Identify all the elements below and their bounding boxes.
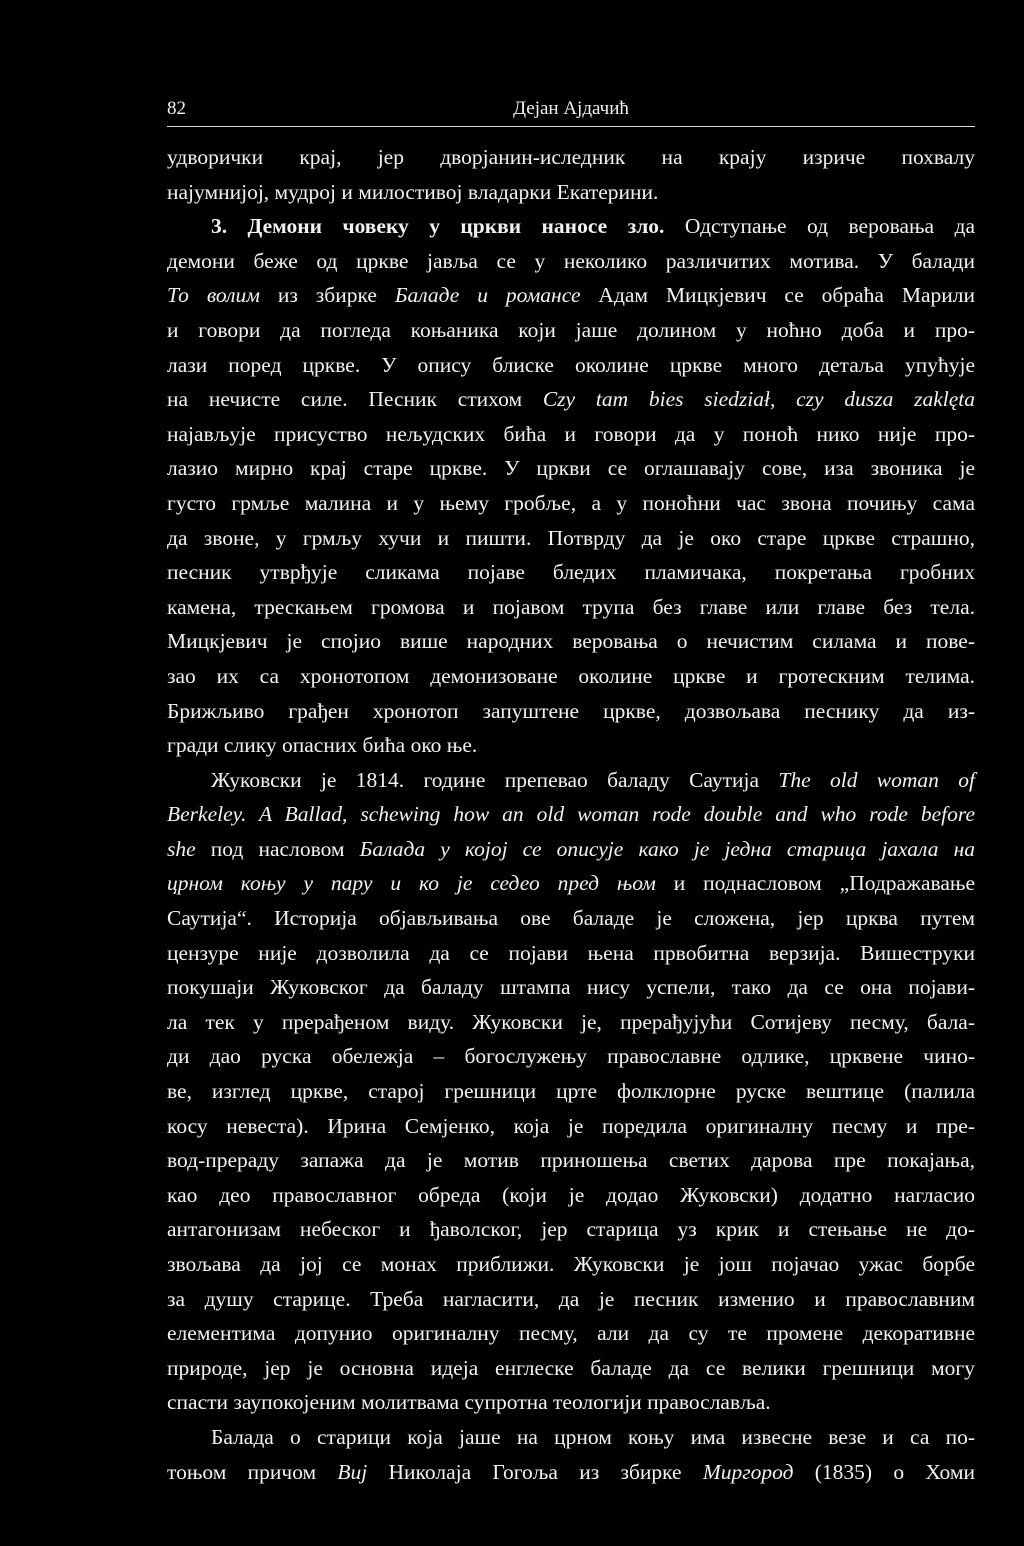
- text-line: [167, 1039, 975, 1074]
- page-header: [167, 96, 975, 127]
- text-line: [167, 1316, 975, 1351]
- text-segment: под насловом: [195, 836, 360, 861]
- text-line: [167, 590, 975, 625]
- text-line: [167, 1282, 975, 1317]
- text-line: [167, 1074, 975, 1109]
- text-segment: Одступање од веровања да: [664, 214, 975, 239]
- text-segment: звољава да јој се монах приближи. Жуковски је још појачао ужас борбе: [167, 1252, 975, 1276]
- text-segment: природе, јер је основна идеја енглеске баладе да се велики грешници могу: [167, 1355, 975, 1380]
- text-segment: као део православног обреда (који је додао Жуковски) додатно нагласио: [167, 1182, 975, 1207]
- text-segment: лази поред цркве. У опису блиске околине цркве много детаља упућује: [167, 352, 975, 377]
- text-segment: зао их са хронотопом демонизоване околине цркве и гротескним телима.: [167, 663, 975, 688]
- text-line: [167, 832, 975, 867]
- body-text: [167, 140, 975, 1489]
- italic-text: Berkeley. A Ballad, schewing how an old woman rode double and who rode before: [167, 802, 975, 827]
- text-line: [167, 1178, 975, 1213]
- text-segment: за душу старице. Треба нагласити, да је песник изменио и православним: [167, 1286, 975, 1311]
- text-line: [167, 936, 975, 971]
- text-line: [167, 1247, 975, 1282]
- italic-text: То волим: [167, 283, 260, 308]
- text-line: [167, 209, 975, 244]
- text-line: [167, 140, 975, 175]
- page-number: 82: [167, 98, 186, 119]
- text-segment: удворички крај, јер дворјанин-иследник на крају изриче похвалу: [167, 145, 975, 169]
- text-line: [167, 555, 975, 590]
- italic-text: Балада у којој се описује како је једна старица јахала на: [359, 836, 975, 861]
- text-segment: и говори да погледа коњаника који јаше долином у ноћно доба и про-: [167, 317, 975, 342]
- text-segment: из збирке: [259, 283, 395, 308]
- text-segment: и поднасловом „Подражавање: [655, 871, 976, 896]
- text-segment: Жуковски је 1814. године препевао баладу Саутија: [211, 767, 779, 792]
- text-line: [167, 1005, 975, 1040]
- text-line: [167, 901, 975, 936]
- text-segment: ди дао руска обележја – богослужењу православне одлике, црквене чино-: [167, 1044, 975, 1069]
- running-head: Дејан Ајдачић: [513, 98, 629, 119]
- bold-text: 3. Демони човеку у цркви наносе зло.: [211, 214, 665, 239]
- text-line: [167, 348, 975, 383]
- text-segment: Адам Мицкјевич се обраћа Марили: [580, 283, 976, 308]
- text-line: [167, 694, 975, 729]
- text-segment: Саутија“. Историја објављивања ове баладе је сложена, јер црква путем: [167, 906, 975, 931]
- text-segment: спасти заупокојеним молитвама супротна теологији православља.: [167, 1390, 771, 1415]
- text-segment: Николаја Гогоља из збирке: [367, 1459, 703, 1484]
- text-segment: (1835) о Хоми: [793, 1459, 975, 1484]
- text-segment: цензуре није дозволила да се појави њена првобитна верзија. Вишеструки: [167, 940, 975, 965]
- italic-text: The old woman of: [778, 767, 975, 792]
- text-line: [167, 866, 975, 901]
- italic-text: Виј: [337, 1459, 368, 1484]
- text-segment: ве, изглед цркве, старој грешници црте фолклорне руске вештице (палила: [167, 1079, 975, 1104]
- text-segment: демони беже од цркве јавља се у неколико различитих мотива. У балади: [167, 248, 975, 273]
- text-segment: тоњом причом: [167, 1459, 338, 1484]
- text-segment: да звоне, у грмљу хучи и пишти. Потврду да је око старе цркве страшно,: [167, 525, 975, 550]
- text-segment: густо грмље малина и у њему гробље, а у поноћни час звона почињу сама: [167, 490, 975, 515]
- text-line: [167, 1351, 975, 1386]
- text-line: [167, 486, 975, 521]
- text-segment: вод-прераду запажа да је мотив приношења светих дарова пре покајања,: [167, 1148, 975, 1173]
- text-line: [167, 244, 975, 279]
- text-line: [167, 763, 975, 798]
- italic-text: Миргород: [702, 1459, 794, 1484]
- text-segment: на нечисте силе. Песник стихом: [167, 387, 543, 412]
- text-line: [167, 451, 975, 486]
- italic-text: she: [167, 836, 196, 861]
- text-line: [167, 417, 975, 452]
- text-segment: најављује присуство нељудских бића и говори да у поноћ нико није про-: [167, 421, 975, 446]
- text-segment: камена, трескањем громова и појавом трупа без главе или главе без тела.: [167, 594, 975, 619]
- text-line: [167, 278, 975, 313]
- text-line: [167, 1455, 975, 1490]
- text-segment: Брижљиво грађен хронотоп запуштене цркве, дозвољава песнику да из-: [167, 698, 975, 723]
- text-line: [167, 382, 975, 417]
- text-line: [167, 659, 975, 694]
- text-segment: гради слику опасних бића око ње.: [167, 733, 478, 758]
- text-line: [167, 1420, 975, 1455]
- text-segment: ла тек у прерађеном виду. Жуковски је, прерађујући Сотијеву песму, бала-: [167, 1009, 975, 1034]
- text-line: [167, 970, 975, 1005]
- text-line: [167, 313, 975, 348]
- text-segment: антагонизам небеског и ђаволског, јер старица уз крик и стењање не до-: [167, 1217, 975, 1242]
- text-line: [167, 1385, 975, 1420]
- text-line: [167, 1109, 975, 1144]
- text-segment: најумнијој, мудрој и милостивој владарки Екатерини.: [167, 179, 659, 204]
- text-line: [167, 728, 975, 763]
- text-line: [167, 1212, 975, 1247]
- text-segment: Мицкјевич је спојио више народних веровања о нечистим силама и пове-: [167, 629, 975, 654]
- italic-text: Баладе и романсе: [394, 283, 581, 308]
- text-segment: покушаји Жуковског да баладу штампа нису успели, тако да се она појави-: [167, 975, 975, 1000]
- text-segment: косу невеста). Ирина Семјенко, која је поредила оригиналну песму и пре-: [167, 1113, 975, 1138]
- text-line: [167, 1143, 975, 1178]
- text-line: [167, 797, 975, 832]
- italic-text: Czy tam bies siedział, czy dusza zaklęta: [542, 387, 976, 412]
- text-segment: Балада о старици која јаше на црном коњу има извесне везе и са по-: [211, 1424, 975, 1449]
- text-line: [167, 175, 975, 210]
- text-segment: песник утврђује сликама појаве бледих пламичака, покретања гробних: [167, 560, 975, 585]
- text-line: [167, 521, 975, 556]
- text-line: [167, 624, 975, 659]
- text-segment: лазио мирно крај старе цркве. У цркви се оглашавају сове, иза звоника је: [167, 456, 975, 481]
- text-segment: елементима допунио оригиналну песму, али да су те промене декоративне: [167, 1321, 975, 1346]
- italic-text: црном коњу у пару и ко је седео пред њом: [167, 871, 656, 896]
